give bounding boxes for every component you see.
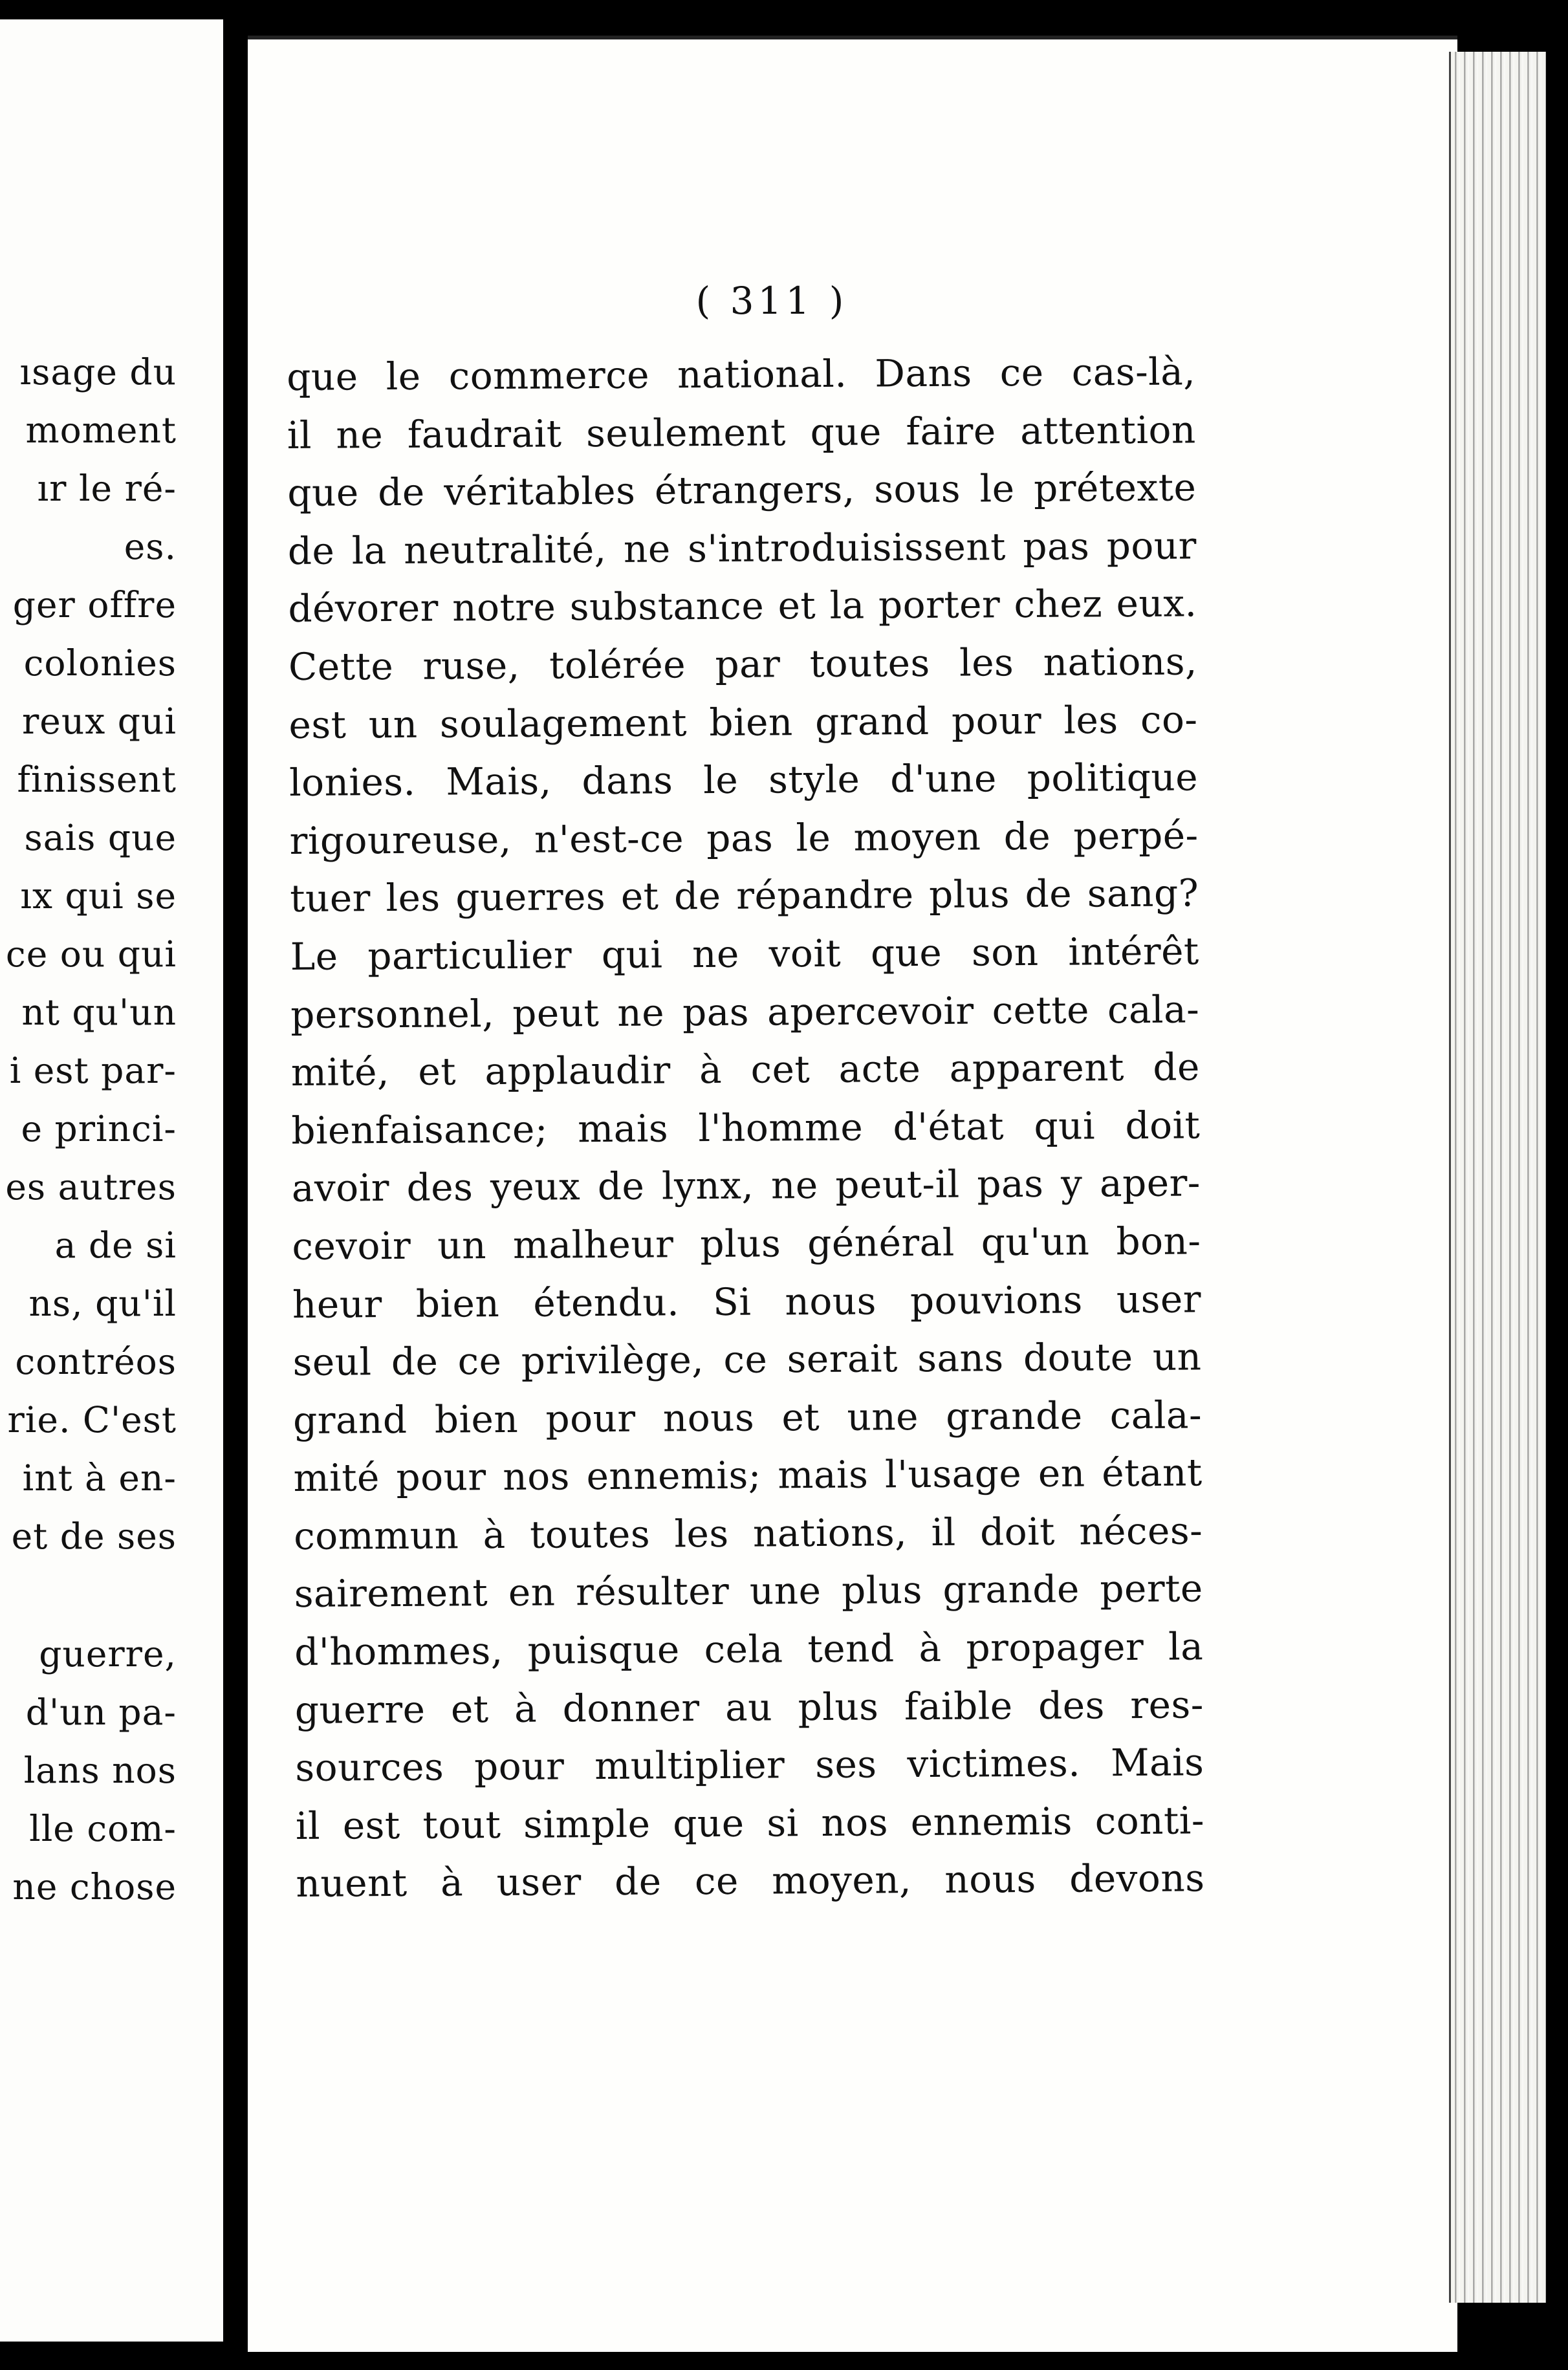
text-line: mité, et applaudir à cet acte apparent de bbox=[290, 1045, 1201, 1095]
left-text-line: nt qu'un bbox=[21, 992, 177, 1033]
text-line: avoir des yeux de lynx, ne peut-il pas y aper- bbox=[291, 1160, 1201, 1211]
left-text-line: ısage du bbox=[19, 351, 177, 393]
left-text-line: contréos bbox=[15, 1341, 177, 1382]
left-text-line: ne chose bbox=[12, 1866, 177, 1908]
left-text-line: ce ou qui bbox=[5, 933, 177, 975]
left-text-line: guerre, bbox=[39, 1633, 177, 1675]
left-text-line: e princi- bbox=[21, 1108, 177, 1149]
left-text-line: moment bbox=[25, 409, 177, 451]
text-line: que le commerce national. Dans ce cas-là, bbox=[287, 349, 1196, 399]
text-line: est un soulagement bien grand pour les co- bbox=[289, 697, 1198, 747]
text-line: lonies. Mais, dans le style d'une politique bbox=[289, 755, 1199, 805]
left-text-line: ger offre bbox=[12, 584, 177, 625]
text-line: heur bien étendu. Si nous pouvions user bbox=[292, 1276, 1202, 1327]
left-text-line: ır le ré- bbox=[37, 468, 177, 509]
left-text-line: int à en- bbox=[22, 1457, 177, 1499]
text-line: seul de ce privilège, ce serait sans doute un bbox=[292, 1334, 1202, 1385]
left-text-line: lans nos bbox=[23, 1750, 177, 1791]
text-line: grand bien pour nous et une grande cala- bbox=[292, 1393, 1203, 1442]
left-text-line: sais que bbox=[24, 817, 177, 858]
text-line: bienfaisance; mais l'homme d'état qui doit bbox=[291, 1103, 1201, 1153]
left-text-line: es autres bbox=[5, 1166, 177, 1208]
left-text-line: es. bbox=[124, 526, 177, 567]
text-line: Cette ruse, tolérée par toutes les nations, bbox=[288, 639, 1198, 689]
text-line: il ne faudrait seulement que faire attention bbox=[287, 408, 1196, 457]
text-line: guerre et à donner au plus faible des res- bbox=[294, 1682, 1204, 1732]
left-text-line: lle com- bbox=[29, 1808, 177, 1849]
text-line: tuer les guerres et de répandre plus de sang? bbox=[289, 871, 1199, 921]
text-line: rigoureuse, n'est-ce pas le moyen de perpé- bbox=[289, 813, 1199, 863]
text-line: sairement en résulter une plus grande perte bbox=[294, 1566, 1203, 1616]
page-stack-edge bbox=[1449, 52, 1548, 2303]
text-line: de la neutralité, ne s'introduisissent pas pour bbox=[287, 523, 1197, 573]
body-text bbox=[287, 343, 1205, 1913]
left-page-fragment bbox=[0, 19, 223, 2342]
left-text-line: colonies bbox=[23, 642, 177, 684]
left-text-line: et de ses bbox=[11, 1516, 177, 1557]
text-line: nuent à user de ce moyen, nous devons bbox=[296, 1856, 1205, 1906]
text-line: il est tout simple que si nos ennemis conti- bbox=[295, 1798, 1205, 1848]
right-page bbox=[248, 36, 1457, 2352]
text-line: d'hommes, puisque cela tend à propager la bbox=[294, 1624, 1204, 1675]
text-line: cevoir un malheur plus général qu'un bon- bbox=[292, 1219, 1201, 1268]
left-text-line: a de si bbox=[54, 1224, 177, 1266]
left-text-line: ıx qui se bbox=[20, 875, 177, 917]
text-line: Le particulier qui ne voit que son intérêt bbox=[290, 929, 1199, 979]
text-line: que de véritables étrangers, sous le prétexte bbox=[287, 465, 1197, 516]
text-line: dévorer notre substance et la porter chez eux. bbox=[288, 581, 1197, 631]
left-text-line: i est par- bbox=[9, 1050, 177, 1091]
left-text-line: ns, qu'il bbox=[28, 1283, 177, 1324]
left-page-text bbox=[0, 343, 177, 1916]
edge-shadow bbox=[1546, 52, 1568, 2303]
text-line: mité pour nos ennemis; mais l'usage en étant bbox=[293, 1450, 1203, 1501]
page-number: ( 311 ) bbox=[695, 279, 848, 323]
left-text-line: finissent bbox=[17, 759, 177, 800]
text-line: sources pour multiplier ses victimes. Mais bbox=[295, 1740, 1204, 1790]
left-text-line: rie. C'est bbox=[7, 1399, 177, 1440]
left-text-line: reux qui bbox=[22, 701, 177, 742]
text-line: personnel, peut ne pas apercevoir cette cala- bbox=[290, 986, 1200, 1037]
book-gutter bbox=[223, 19, 248, 2348]
left-text-line: d'un pa- bbox=[25, 1691, 177, 1733]
text-line: commun à toutes les nations, il doit néces- bbox=[294, 1508, 1203, 1558]
